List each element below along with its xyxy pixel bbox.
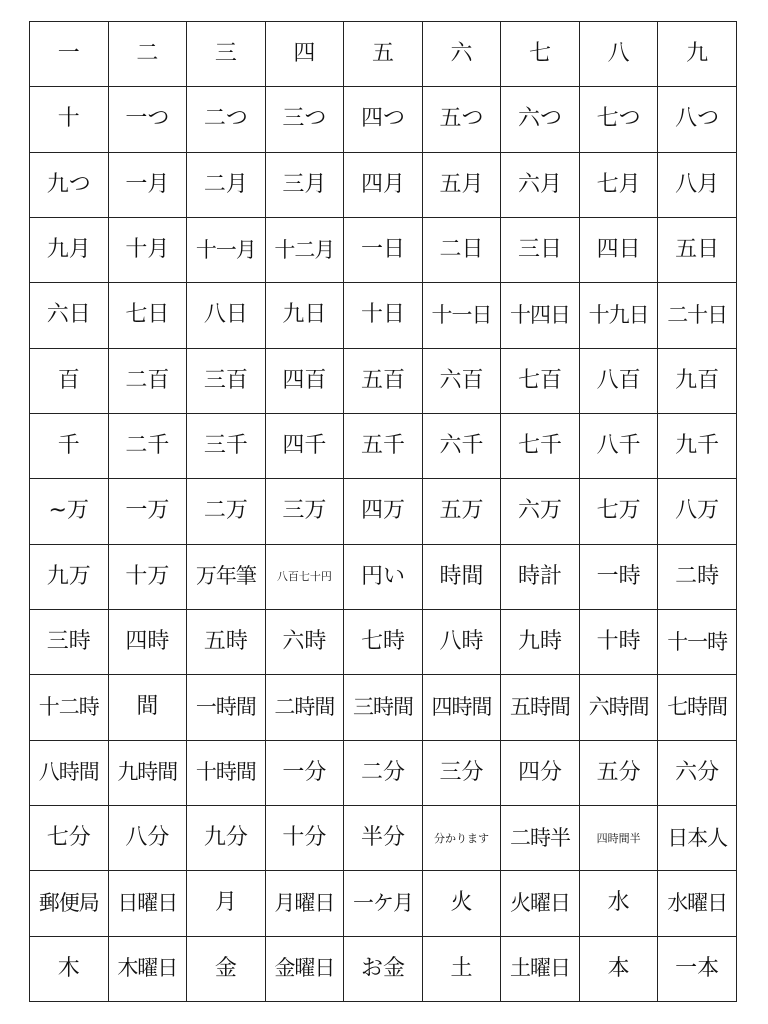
table-cell: 九分 <box>187 805 266 870</box>
table-cell: 四千 <box>265 413 344 478</box>
table-cell: 間 <box>108 675 187 740</box>
table-cell: 水曜日 <box>658 871 737 936</box>
table-row <box>30 283 737 348</box>
kanji-vocabulary-table <box>29 21 737 1002</box>
table-row <box>30 87 737 152</box>
table-cell: 四時間 <box>422 675 501 740</box>
table-cell: 七 <box>501 22 580 87</box>
table-cell: 四百 <box>265 348 344 413</box>
table-cell: 円い <box>344 544 423 609</box>
table-cell: 日曜日 <box>108 871 187 936</box>
table-cell: 四分 <box>501 740 580 805</box>
table-cell: 十九日 <box>579 283 658 348</box>
table-cell: 五百 <box>344 348 423 413</box>
table-cell: 八つ <box>658 87 737 152</box>
table-cell: 四時間半 <box>579 805 658 870</box>
table-cell: 七時 <box>344 609 423 674</box>
table-cell: 五分 <box>579 740 658 805</box>
table-cell: 本 <box>579 936 658 1001</box>
table-cell: 土曜日 <box>501 936 580 1001</box>
table-cell: 十 <box>30 87 109 152</box>
table-cell: 八分 <box>108 805 187 870</box>
table-cell: 七万 <box>579 479 658 544</box>
table-cell: 五 <box>344 22 423 87</box>
table-cell: 二時間 <box>265 675 344 740</box>
table-row <box>30 609 737 674</box>
table-cell: 二つ <box>187 87 266 152</box>
table-cell: 五時間 <box>501 675 580 740</box>
table-cell: 八百七十円 <box>265 544 344 609</box>
table-row <box>30 479 737 544</box>
table-row <box>30 805 737 870</box>
table-cell: 二時 <box>658 544 737 609</box>
table-cell: 四 <box>265 22 344 87</box>
table-cell: 二 <box>108 22 187 87</box>
table-cell: 時計 <box>501 544 580 609</box>
table-cell: 半分 <box>344 805 423 870</box>
table-body <box>30 22 737 1002</box>
table-cell: 二千 <box>108 413 187 478</box>
table-cell: 三分 <box>422 740 501 805</box>
table-cell: 十時間 <box>187 740 266 805</box>
table-cell: 九時間 <box>108 740 187 805</box>
table-cell: 十一時 <box>658 609 737 674</box>
table-cell: 一分 <box>265 740 344 805</box>
table-cell: 二万 <box>187 479 266 544</box>
table-cell: 火曜日 <box>501 871 580 936</box>
table-cell: 五時 <box>187 609 266 674</box>
table-cell: 八月 <box>658 152 737 217</box>
table-cell: 十月 <box>108 217 187 282</box>
table-cell: 九つ <box>30 152 109 217</box>
table-cell: 五月 <box>422 152 501 217</box>
table-cell: 七月 <box>579 152 658 217</box>
table-cell: 六月 <box>501 152 580 217</box>
table-cell: 五つ <box>422 87 501 152</box>
table-cell: 十四日 <box>501 283 580 348</box>
table-cell: 二時半 <box>501 805 580 870</box>
table-cell: 一日 <box>344 217 423 282</box>
table-cell: 日本人 <box>658 805 737 870</box>
table-cell: 五千 <box>344 413 423 478</box>
table-cell: 九 <box>658 22 737 87</box>
table-cell: 九日 <box>265 283 344 348</box>
table-cell: 時間 <box>422 544 501 609</box>
table-cell: 十二月 <box>265 217 344 282</box>
table-cell: 三月 <box>265 152 344 217</box>
table-cell: 九月 <box>30 217 109 282</box>
table-cell: 九千 <box>658 413 737 478</box>
table-row <box>30 348 737 413</box>
table-cell: 千 <box>30 413 109 478</box>
table-cell: 十二時 <box>30 675 109 740</box>
table-cell: 七分 <box>30 805 109 870</box>
table-cell: 月曜日 <box>265 871 344 936</box>
table-cell: 三百 <box>187 348 266 413</box>
table-cell: 十日 <box>344 283 423 348</box>
table-cell: 四月 <box>344 152 423 217</box>
table-cell: 十万 <box>108 544 187 609</box>
table-cell: 七つ <box>579 87 658 152</box>
table-cell: 火 <box>422 871 501 936</box>
table-row <box>30 740 737 805</box>
table-cell: 四時 <box>108 609 187 674</box>
table-cell: 二分 <box>344 740 423 805</box>
table-cell: 一つ <box>108 87 187 152</box>
table-cell: お金 <box>344 936 423 1001</box>
table-cell: 一 <box>30 22 109 87</box>
table-cell: 一万 <box>108 479 187 544</box>
table-cell: 八千 <box>579 413 658 478</box>
table-cell: 二百 <box>108 348 187 413</box>
table-cell: 金 <box>187 936 266 1001</box>
table-cell: 三 <box>187 22 266 87</box>
table-cell: 四日 <box>579 217 658 282</box>
table-cell: 六日 <box>30 283 109 348</box>
table-cell: 三時間 <box>344 675 423 740</box>
table-cell: 九万 <box>30 544 109 609</box>
table-cell: 六 <box>422 22 501 87</box>
table-cell: 五万 <box>422 479 501 544</box>
table-cell: 八時 <box>422 609 501 674</box>
table-cell: 十時 <box>579 609 658 674</box>
table-cell: 一時間 <box>187 675 266 740</box>
table-cell: 十一月 <box>187 217 266 282</box>
table-cell: 十分 <box>265 805 344 870</box>
table-cell: 分かります <box>422 805 501 870</box>
table-row <box>30 871 737 936</box>
table-cell: 六万 <box>501 479 580 544</box>
table-cell: 三万 <box>265 479 344 544</box>
table-row <box>30 22 737 87</box>
table-cell: 九百 <box>658 348 737 413</box>
table-cell: 一月 <box>108 152 187 217</box>
table-row <box>30 544 737 609</box>
table-row <box>30 936 737 1001</box>
table-cell: 六時間 <box>579 675 658 740</box>
table-cell: 土 <box>422 936 501 1001</box>
table-cell: 九時 <box>501 609 580 674</box>
table-cell: 月 <box>187 871 266 936</box>
table-cell: 八 <box>579 22 658 87</box>
table-cell: 八日 <box>187 283 266 348</box>
table-cell: 八時間 <box>30 740 109 805</box>
table-cell: 六千 <box>422 413 501 478</box>
table-row <box>30 413 737 478</box>
table-cell: 三日 <box>501 217 580 282</box>
table-cell: 二月 <box>187 152 266 217</box>
table-row <box>30 217 737 282</box>
table-cell: 七日 <box>108 283 187 348</box>
table-cell: 五日 <box>658 217 737 282</box>
table-cell: 七時間 <box>658 675 737 740</box>
table-cell: 百 <box>30 348 109 413</box>
table-row <box>30 675 737 740</box>
table-cell: 三時 <box>30 609 109 674</box>
table-cell: 二十日 <box>658 283 737 348</box>
table-cell: 二日 <box>422 217 501 282</box>
table-cell: 木曜日 <box>108 936 187 1001</box>
table-cell: 七百 <box>501 348 580 413</box>
table-cell: 六つ <box>501 87 580 152</box>
table-cell: 六分 <box>658 740 737 805</box>
table-cell: 七千 <box>501 413 580 478</box>
table-cell: 四万 <box>344 479 423 544</box>
table-cell: 三つ <box>265 87 344 152</box>
table-row <box>30 152 737 217</box>
table-cell: 六時 <box>265 609 344 674</box>
table-cell: 四つ <box>344 87 423 152</box>
table-cell: ~万 <box>30 479 109 544</box>
table-cell: 三千 <box>187 413 266 478</box>
vocabulary-sheet <box>29 21 737 1002</box>
table-cell: 金曜日 <box>265 936 344 1001</box>
table-cell: 十一日 <box>422 283 501 348</box>
table-cell: 木 <box>30 936 109 1001</box>
table-cell: 水 <box>579 871 658 936</box>
table-cell: 一ケ月 <box>344 871 423 936</box>
table-cell: 一本 <box>658 936 737 1001</box>
table-cell: 六百 <box>422 348 501 413</box>
table-cell: 郵便局 <box>30 871 109 936</box>
table-cell: 万年筆 <box>187 544 266 609</box>
table-cell: 八万 <box>658 479 737 544</box>
table-cell: 八百 <box>579 348 658 413</box>
table-cell: 一時 <box>579 544 658 609</box>
